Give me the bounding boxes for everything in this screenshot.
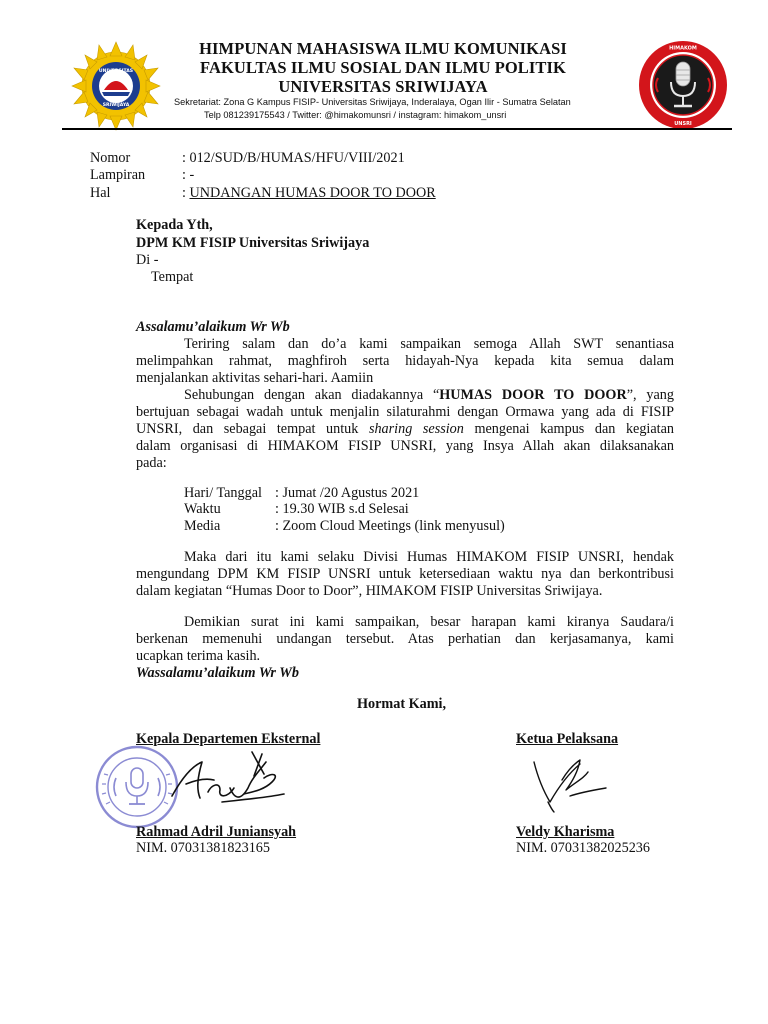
sharing-session-text: sharing session — [368, 421, 464, 437]
nomor-value: : 012/SUD/B/HUMAS/HFU/VIII/2021 — [182, 150, 405, 166]
hal-value: UNDANGAN HUMAS DOOR TO DOOR — [189, 185, 436, 201]
svg-text:UNIVERSITAS: UNIVERSITAS — [98, 69, 134, 74]
paragraph4-line1: Demikian surat ini kami sampaikan, besar harapan kami kiranya Saudara/i — [184, 614, 674, 630]
secretariat-address: Sekretariat: Zona G Kampus FISIP- Universitas Sriwijaya, Inderalaya, Ogan Ilir - Sumatra Selatan — [174, 97, 571, 107]
paragraph2-line2: bertujuan sebagai wadah untuk menjalin silaturahmi dengan Ormawa yang ada di FISIP — [136, 404, 674, 420]
recipient-name: DPM KM FISIP Universitas Sriwijaya — [136, 235, 370, 251]
paragraph2-line4: dalam organisasi di HIMAKOM FISIP UNSRI, yang Insya Allah akan dilaksanakan — [136, 438, 674, 454]
paragraph1-line1: Teriring salam dan do’a kami sampaikan semoga Allah SWT senantiasa — [184, 336, 674, 352]
nomor-label: Nomor — [90, 150, 131, 166]
paragraph2-line3 — [136, 421, 674, 437]
hormat-kami: Hormat Kami, — [357, 696, 447, 712]
paragraph3-line2: mengundang DPM KM FISIP UNSRI untuk ketersediaan waktu nya dan berkontribusi — [136, 566, 674, 582]
detail-label-date: Hari/ Tanggal — [184, 485, 262, 501]
right-signer-nim: NIM. 07031382025236 — [516, 840, 650, 856]
svg-text:UNSRI: UNSRI — [674, 121, 692, 127]
detail-value-media: : Zoom Cloud Meetings (link menyusul) — [275, 518, 505, 534]
paragraph3-line1: Maka dari itu kami selaku Divisi Humas HIMAKOM FISIP UNSRI, hendak — [184, 549, 674, 565]
hal-row — [182, 185, 436, 201]
left-signer-name: Rahmad Adril Juniansyah — [136, 824, 297, 840]
detail-value-date: : Jumat /20 Agustus 2021 — [275, 485, 420, 501]
lampiran-value: : - — [182, 167, 195, 183]
left-signature — [168, 748, 288, 812]
p2-l1-pre: Sehubungan dengan akan diadakannya “ — [184, 387, 440, 403]
paragraph1-line2: melimpahkan rahmat, maghfiroh serta hidayah-Nya kepada kita semua dalam — [136, 353, 674, 369]
lampiran-label: Lampiran — [90, 167, 146, 183]
opening-greeting: Assalamu’alaikum Wr Wb — [136, 319, 290, 335]
closing-greeting: Wassalamu’alaikum Wr Wb — [136, 665, 299, 681]
paragraph3-line3: dalam kegiatan “Humas Door to Door”, HIMAKOM FISIP Universitas Sriwijaya. — [136, 583, 603, 599]
detail-label-media: Media — [184, 518, 221, 534]
contact-info: Telp 081239175543 / Twitter: @himakomunsri / instagram: himakom_unsri — [204, 110, 507, 120]
microphone-emblem-icon — [639, 41, 727, 129]
p2-l3-post: mengenai kampus dan kegiatan — [463, 421, 674, 437]
org-name-line1: HIMPUNAN MAHASISWA ILMU KOMUNIKASI — [199, 39, 567, 58]
right-signer-name: Veldy Kharisma — [516, 824, 615, 840]
left-signer-nim: NIM. 07031381823165 — [136, 840, 270, 856]
header-divider — [62, 128, 732, 130]
hal-label: Hal — [90, 185, 111, 201]
org-name-line3: UNIVERSITAS SRIWIJAYA — [278, 77, 488, 96]
paragraph2-line5: pada: — [136, 455, 167, 471]
right-signature — [528, 752, 620, 814]
detail-label-time: Waktu — [184, 501, 221, 517]
paragraph4-line3: ucapkan terima kasih. — [136, 648, 261, 664]
paragraph4-line2: berkenan memenuhi undangan tersebut. Atas perhatian dan kerjasamanya, kami — [136, 631, 674, 647]
recipient-place: Tempat — [151, 269, 194, 285]
recipient-di: Di - — [136, 252, 159, 268]
university-sun-emblem-icon — [72, 42, 160, 130]
p2-l3-pre: UNSRI, dan sebagai tempat untuk — [136, 421, 369, 437]
signature-scribble-icon — [534, 760, 606, 812]
paragraph2-line1 — [184, 387, 674, 403]
detail-value-time: : 19.30 WIB s.d Selesai — [275, 501, 409, 517]
signature-scribble-icon — [172, 752, 284, 802]
himakom-logo — [638, 40, 728, 130]
svg-text:HIMAKOM: HIMAKOM — [669, 45, 697, 52]
org-name-line2: FAKULTAS ILMU SOSIAL DAN ILMU POLITIK — [199, 58, 566, 77]
p2-l1-post: ”, yang — [626, 387, 674, 403]
svg-text:SRIWIJAYA: SRIWIJAYA — [102, 103, 130, 108]
right-signer-title: Ketua Pelaksana — [516, 731, 619, 747]
hal-colon: : — [182, 185, 190, 201]
left-signer-title: Kepala Departemen Eksternal — [136, 731, 321, 747]
stamp-icon — [97, 747, 177, 827]
recipient-salutation: Kepada Yth, — [136, 217, 213, 233]
event-name: HUMAS DOOR TO DOOR — [439, 387, 627, 403]
paragraph1-line3: menjalankan aktivitas sehari-hari. Aamiin — [136, 370, 374, 386]
